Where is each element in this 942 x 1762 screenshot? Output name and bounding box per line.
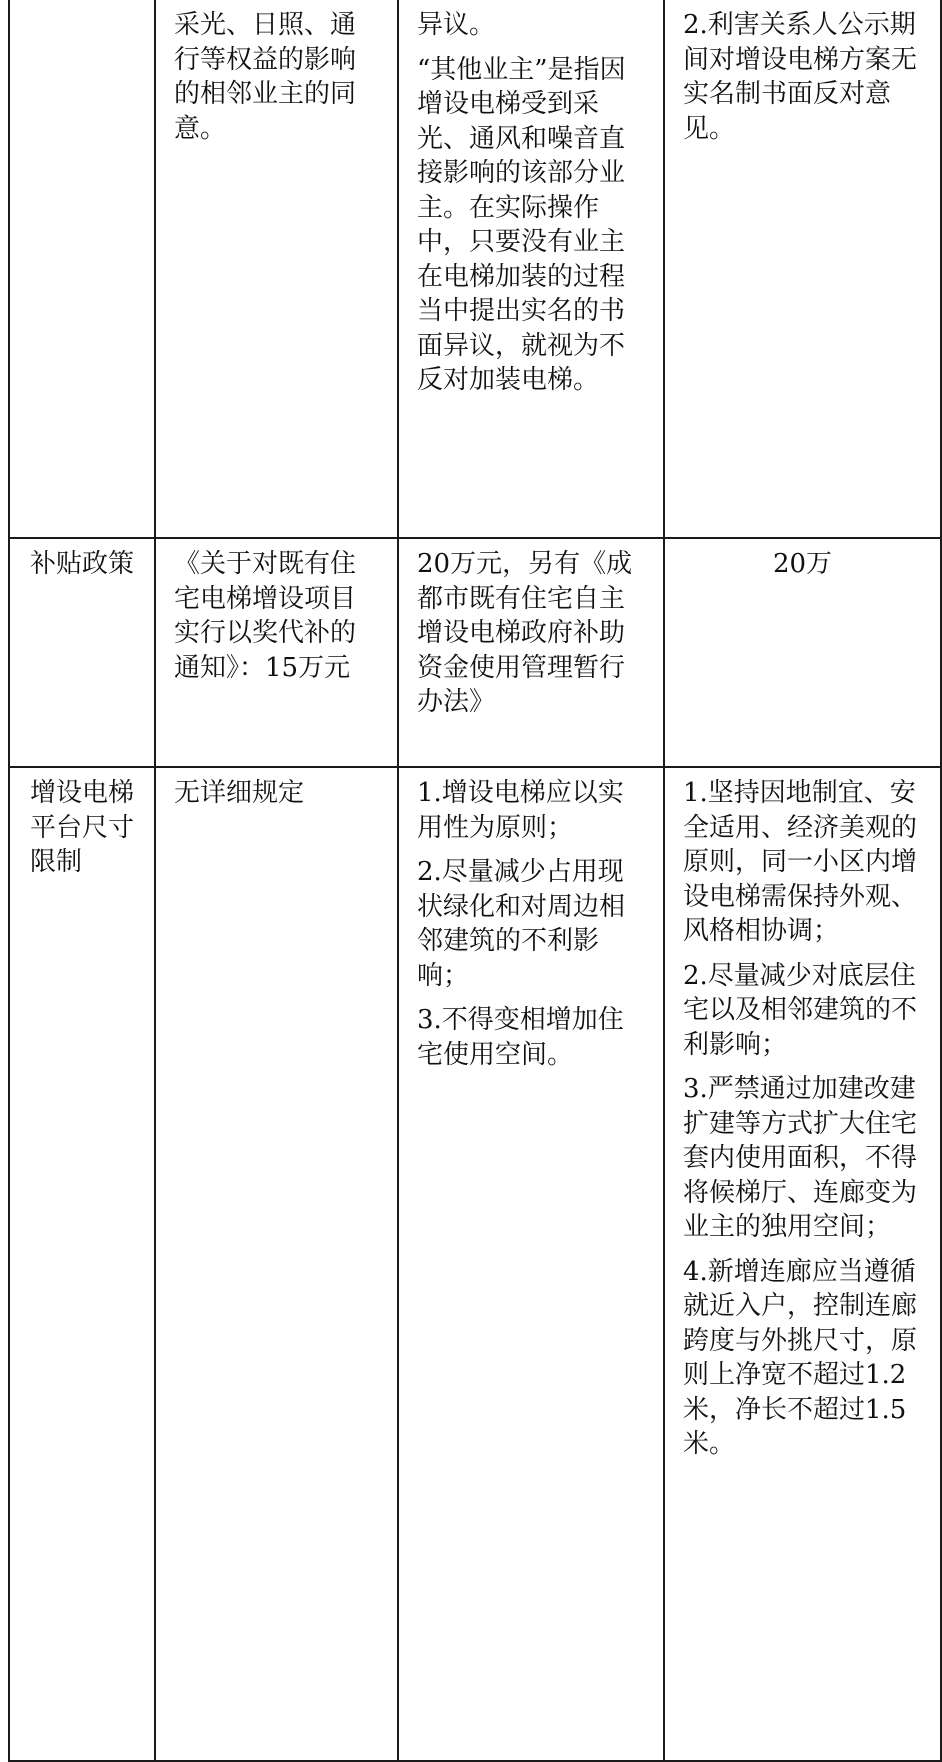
policy-cell-col4 xyxy=(664,767,941,1761)
category-cell: 补贴政策 xyxy=(9,538,155,767)
policy-cell-col2 xyxy=(155,767,398,1761)
cell-paragraph: 1.增设电梯应以实用性为原则； xyxy=(417,778,624,843)
cell-paragraph: 20万元，另有《成都市既有住宅自主增设电梯政府补助资金使用管理暂行办法》 xyxy=(417,549,633,717)
cell-paragraph: 采光、日照、通行等权益的影响的相邻业主的同意。 xyxy=(174,10,357,144)
cell-paragraph: 异议。 xyxy=(417,10,496,40)
policy-cell-col3 xyxy=(398,538,664,767)
cell-paragraph: 2.尽量减少对底层住宅以及相邻建筑的不利影响； xyxy=(683,960,918,1060)
table-row-neighbor-consent xyxy=(9,0,941,538)
policy-comparison-table xyxy=(8,0,942,1762)
category-cell xyxy=(9,0,155,538)
cell-paragraph: 20万 xyxy=(772,549,833,579)
policy-cell-col2 xyxy=(155,538,398,767)
cell-paragraph: “其他业主”是指因增设电梯受到采光、通风和噪音直接影响的该部分业主。在实际操作中，只要没有业主在电梯加装的过程当中提出实名的书面异议，就视为不反对加装电梯。 xyxy=(417,54,626,395)
policy-cell-col2 xyxy=(155,0,398,538)
table-row-platform-size-limits xyxy=(9,767,941,1761)
policy-cell-col3 xyxy=(398,767,664,1761)
cell-paragraph: 3.严禁通过加建改建扩建等方式扩大住宅套内使用面积，不得将候梯厅、连廊变为业主的独用空间； xyxy=(683,1074,918,1242)
category-cell: 增设电梯平台尺寸限制 xyxy=(9,767,155,1761)
policy-cell-col4 xyxy=(664,0,941,538)
cell-paragraph: 4.新增连廊应当遵循就近入户，控制连廊跨度与外挑尺寸，原则上净宽不超过1.2米，净长不超过1.5米。 xyxy=(683,1256,918,1459)
cell-paragraph: 《关于对既有住宅电梯增设项目实行以奖代补的通知》：15万元 xyxy=(174,549,357,683)
cell-paragraph: 2.利害关系人公示期间对增设电梯方案无实名制书面反对意见。 xyxy=(683,10,918,144)
cell-paragraph: 无详细规定 xyxy=(174,778,305,808)
cell-paragraph: 2.尽量减少占用现状绿化和对周边相邻建筑的不利影响； xyxy=(417,857,626,991)
table-row-subsidy-policy xyxy=(9,538,941,767)
cell-paragraph: 1.坚持因地制宜、安全适用、经济美观的原则，同一小区内增设电梯需保持外观、风格相协调； xyxy=(683,778,918,946)
policy-cell-col3 xyxy=(398,0,664,538)
policy-cell-col4 xyxy=(664,538,941,767)
cell-paragraph: 3.不得变相增加住宅使用空间。 xyxy=(417,1005,624,1070)
